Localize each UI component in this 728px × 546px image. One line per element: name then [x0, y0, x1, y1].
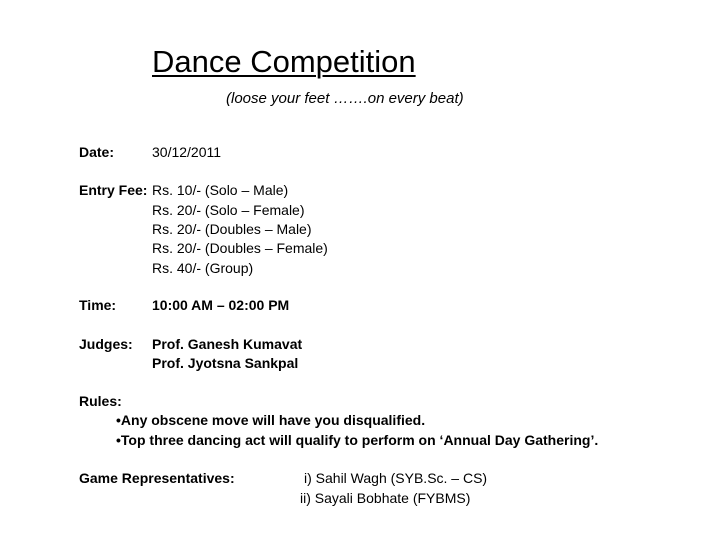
judge-name: Prof. Ganesh Kumavat: [152, 336, 303, 352]
entry-fee-item: Rs. 10/- (Solo – Male): [152, 182, 289, 198]
representative-item: ii) Sayali Bobhate (FYBMS): [300, 490, 471, 506]
date-value: 30/12/2011: [152, 144, 222, 160]
entry-fee-item: Rs. 20/- (Doubles – Male): [152, 221, 312, 237]
rule-item: •Top three dancing act will qualify to perform on ‘Annual Day Gathering’.: [116, 432, 599, 448]
time-value: 10:00 AM – 02:00 PM: [152, 297, 290, 313]
representative-item: i) Sahil Wagh (SYB.Sc. – CS): [304, 470, 488, 486]
entry-fee-item: Rs. 20/- (Solo – Female): [152, 202, 305, 218]
rules-label: Rules:: [79, 393, 122, 409]
page-subtitle: (loose your feet …….on every beat): [226, 90, 464, 107]
entry-fee-label: Entry Fee:: [79, 182, 148, 198]
rule-item: •Any obscene move will have you disqualified.: [116, 412, 426, 428]
representatives-label: Game Representatives:: [79, 470, 235, 486]
entry-fee-item: Rs. 20/- (Doubles – Female): [152, 240, 328, 256]
entry-fee-item: Rs. 40/- (Group): [152, 260, 254, 276]
time-label: Time:: [79, 297, 117, 313]
date-label: Date:: [79, 144, 115, 160]
judge-name: Prof. Jyotsna Sankpal: [152, 355, 299, 371]
judges-label: Judges:: [79, 336, 133, 352]
page-title: Dance Competition: [152, 44, 416, 79]
